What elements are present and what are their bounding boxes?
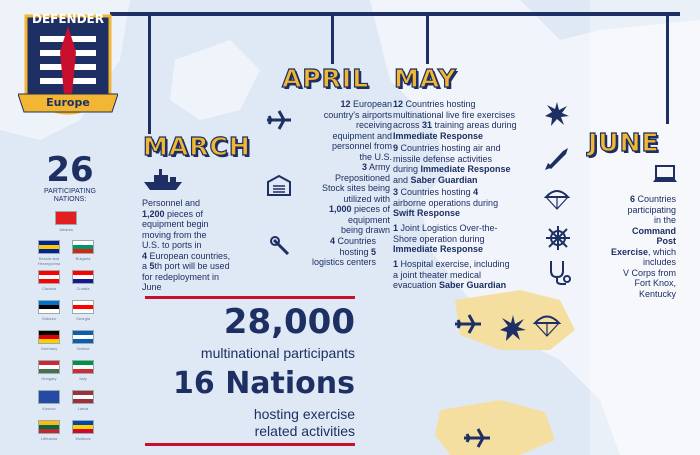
june-connector xyxy=(666,14,669,124)
flag-name-1: Bosnia and Herzegovina xyxy=(37,256,61,266)
month-june: JUNE xyxy=(588,128,660,157)
may-hospital: 1 Hospital exercise, including a joint theater medical evacuation Saber Guardian xyxy=(393,259,510,290)
flag-13 xyxy=(38,420,60,434)
flag-4 xyxy=(72,270,94,284)
stat-participants-number: 28,000 xyxy=(223,302,355,342)
month-may: MAY xyxy=(394,64,457,93)
stat-nations-caption-1: hosting exercise xyxy=(253,406,355,422)
flag-3 xyxy=(38,270,60,284)
explosion-map-icon xyxy=(499,314,527,342)
flag-6 xyxy=(72,300,94,314)
ship-icon xyxy=(142,166,184,192)
flag-name-14: Moldova xyxy=(75,436,91,441)
airplane-map-icon xyxy=(453,312,483,336)
flag-9 xyxy=(38,360,60,374)
april-logistics: 4 Countries hosting 5 logistics centers xyxy=(311,236,376,267)
flag-name-2: Bulgaria xyxy=(75,256,91,261)
nations-label-2: NATIONS: xyxy=(53,196,87,203)
flag-name-0: Albania xyxy=(59,227,73,232)
flag-name-7: Germany xyxy=(40,346,58,351)
march-description: Personnel and 1,200 pieces of equipment begin moving from the U.S. to ports in 4 European countries, a 5th port will be used for redeployment in June xyxy=(142,198,231,292)
may-air-defense: 9 Countries hosting air and missile defense activities during Immediate Response and Saber Guardian xyxy=(393,143,511,185)
may-logistics-shore: 1 Joint Logistics Over-the- Shore operation during Immediate Response xyxy=(393,223,498,254)
flag-name-11: Kosovo xyxy=(42,406,56,411)
flag-10 xyxy=(72,360,94,374)
warehouse-icon xyxy=(266,174,292,196)
flag-0 xyxy=(55,211,77,225)
flag-11 xyxy=(38,390,60,404)
may-airborne: 3 Countries hosting 4 airborne operations during Swift Response xyxy=(393,187,499,218)
airplane-icon xyxy=(265,108,293,132)
flag-name-12: Latvia xyxy=(77,406,89,411)
red-divider-top xyxy=(145,296,355,299)
logo-title: DEFENDER xyxy=(32,12,104,26)
stat-nations-number: 16 Nations xyxy=(173,366,355,401)
flag-name-8: Greece xyxy=(76,346,90,351)
airplane-map-icon-2 xyxy=(462,426,492,450)
nations-count: 26 xyxy=(46,150,94,190)
ship-wheel-icon xyxy=(545,225,571,251)
flag-7 xyxy=(38,330,60,344)
april-airports: 12 European country's airports receiving equipment and personnel from the U.S. xyxy=(323,99,392,162)
flag-name-13: Lithuania xyxy=(40,436,58,441)
april-connector xyxy=(331,14,334,64)
month-april: APRIL xyxy=(282,64,370,93)
flag-2 xyxy=(72,240,94,254)
may-live-fire: 12 Countries hosting multinational live fire exercises across 31 training areas during Immediate Response xyxy=(393,99,517,141)
flag-8 xyxy=(72,330,94,344)
nations-label-1: PARTICIPATING xyxy=(44,188,96,195)
explosion-icon xyxy=(544,101,570,127)
timeline-bar xyxy=(110,12,680,16)
wrench-icon xyxy=(270,236,292,258)
parachute-map-icon xyxy=(532,310,562,338)
missile-icon xyxy=(543,145,571,171)
latvia-shape xyxy=(435,400,555,455)
laptop-icon xyxy=(652,164,678,186)
flag-name-5: Estonia xyxy=(42,316,56,321)
march-connector xyxy=(148,14,151,134)
flag-14 xyxy=(72,420,94,434)
june-command-post: 6 Countries participating in the Command Post Exercise, which includes V Corps from Fort Knox, Kentucky xyxy=(610,194,676,299)
flag-name-10: Italy xyxy=(79,376,87,381)
stethoscope-icon xyxy=(547,259,571,285)
flag-1 xyxy=(38,240,60,254)
parachute-icon xyxy=(543,185,571,211)
flag-name-3: Canada xyxy=(41,286,56,291)
flag-5 xyxy=(38,300,60,314)
flag-12 xyxy=(72,390,94,404)
april-stock-sites: 3 Army Prepositioned Stock sites being utilized with 1,000 pieces of equipment being drawn xyxy=(321,162,390,235)
may-connector xyxy=(426,14,429,64)
red-divider-bottom xyxy=(145,443,355,446)
logo-subtitle: Europe xyxy=(46,96,90,109)
flag-name-9: Hungary xyxy=(41,376,57,381)
stat-participants-caption: multinational participants xyxy=(200,345,355,361)
flag-name-6: Georgia xyxy=(75,316,91,321)
stat-nations-caption-2: related activities xyxy=(254,423,355,439)
flag-name-4: Croatia xyxy=(76,286,90,291)
month-march: MARCH xyxy=(143,132,251,161)
